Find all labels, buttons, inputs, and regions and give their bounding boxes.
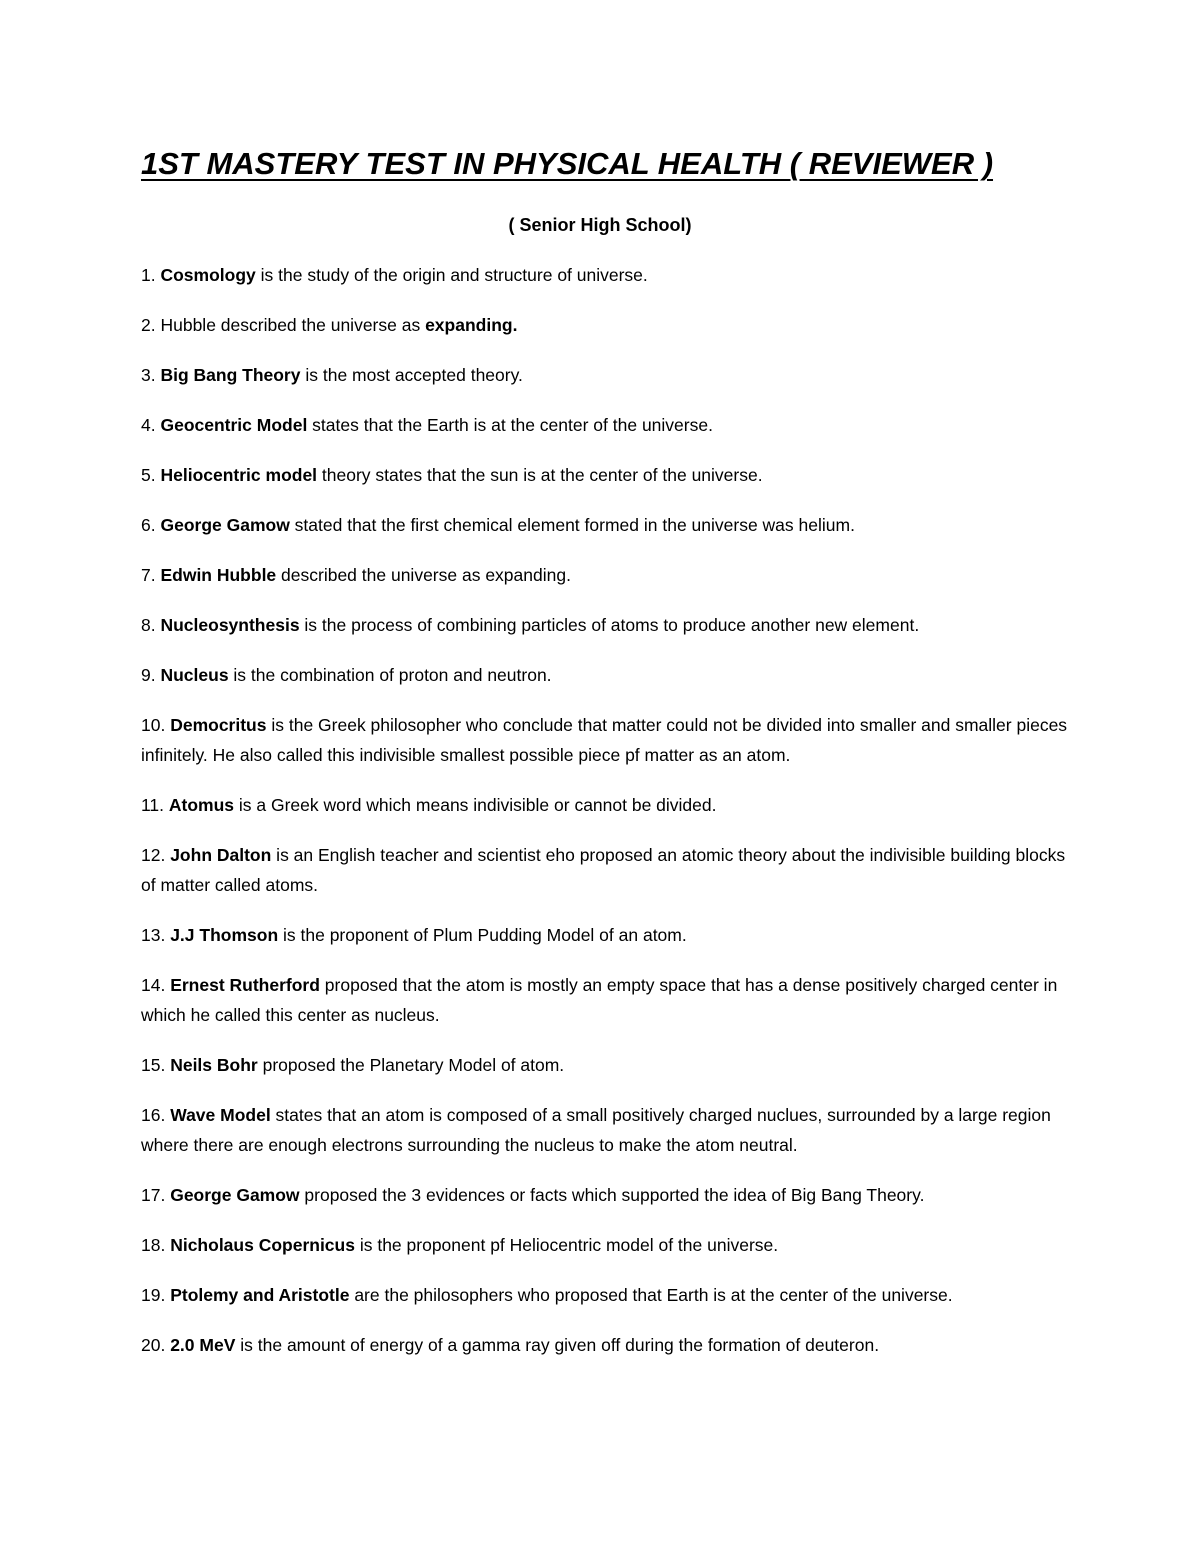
item-number: 2. xyxy=(141,315,161,335)
reviewer-list xyxy=(141,260,1071,1380)
item-text: are the philosophers who proposed that Earth is at the center of the universe. xyxy=(349,1285,953,1305)
item-text: is the proponent pf Heliocentric model of the universe. xyxy=(354,1235,779,1255)
item-text: is a Greek word which means indivisible or cannot be divided. xyxy=(234,795,717,815)
item-number: 9. xyxy=(141,665,161,685)
item-text: is the study of the origin and structure of universe. xyxy=(255,265,648,285)
list-item xyxy=(141,970,1071,1030)
item-text: proposed the 3 evidences or facts which supported the idea of Big Bang Theory. xyxy=(299,1185,925,1205)
item-number: 13. xyxy=(141,925,171,945)
list-item xyxy=(141,840,1071,900)
document-subtitle: ( Senior High School) xyxy=(508,215,692,235)
item-text: is the amount of energy of a gamma ray given off during the formation of deuteron. xyxy=(235,1335,880,1355)
item-term: Nucleus xyxy=(160,665,229,685)
item-text: theory states that the sun is at the center of the universe. xyxy=(317,465,763,485)
list-item xyxy=(141,1230,1071,1260)
item-term: Cosmology xyxy=(160,265,256,285)
list-item xyxy=(141,510,1071,540)
list-item xyxy=(141,1280,1071,1310)
list-item xyxy=(141,790,1071,820)
list-item xyxy=(141,1100,1071,1160)
item-text: is the combination of proton and neutron. xyxy=(228,665,552,685)
item-term: George Gamow xyxy=(170,1185,300,1205)
item-number: 16. xyxy=(141,1105,171,1125)
item-term: Neils Bohr xyxy=(170,1055,258,1075)
item-text: is the Greek philosopher who conclude that matter could not be divided into smaller and smaller pieces infinitely. He also called this indivisible smallest possible piece pf matter as an atom. xyxy=(141,715,1068,765)
item-term: Edwin Hubble xyxy=(160,565,277,585)
item-text: proposed the Planetary Model of atom. xyxy=(257,1055,565,1075)
item-term: Geocentric Model xyxy=(160,415,308,435)
item-number: 15. xyxy=(141,1055,171,1075)
list-item xyxy=(141,310,1071,340)
list-item xyxy=(141,920,1071,950)
item-number: 20. xyxy=(141,1335,171,1355)
list-item xyxy=(141,360,1071,390)
item-term: Nicholaus Copernicus xyxy=(170,1235,355,1255)
item-number: 8. xyxy=(141,615,161,635)
list-item xyxy=(141,1180,1071,1210)
item-term: Democritus xyxy=(170,715,267,735)
list-item xyxy=(141,610,1071,640)
item-term: John Dalton xyxy=(170,845,272,865)
list-item xyxy=(141,1330,1071,1360)
list-item xyxy=(141,660,1071,690)
list-item xyxy=(141,460,1071,490)
item-text: proposed that the atom is mostly an empty space that has a dense positively charged center in which he called this center as nucleus. xyxy=(141,975,1058,1025)
item-term: Nucleosynthesis xyxy=(160,615,300,635)
item-text: states that an atom is composed of a small positively charged nuclues, surrounded by a large region where there are enough electrons surrounding the nucleus to make the atom neutral. xyxy=(141,1105,1051,1155)
item-term: George Gamow xyxy=(160,515,290,535)
item-number: 3. xyxy=(141,365,161,385)
item-text: states that the Earth is at the center of the universe. xyxy=(307,415,713,435)
item-term: J.J Thomson xyxy=(170,925,279,945)
list-item xyxy=(141,1050,1071,1080)
item-number: 17. xyxy=(141,1185,171,1205)
item-number: 12. xyxy=(141,845,171,865)
item-emphasis: expanding. xyxy=(425,315,518,335)
item-term: Big Bang Theory xyxy=(160,365,301,385)
item-text: described the universe as expanding. xyxy=(276,565,571,585)
item-term: Wave Model xyxy=(170,1105,271,1125)
item-term: Heliocentric model xyxy=(160,465,318,485)
item-number: 18. xyxy=(141,1235,171,1255)
item-text: Hubble described the universe as xyxy=(160,315,426,335)
item-number: 1. xyxy=(141,265,161,285)
item-term: 2.0 MeV xyxy=(170,1335,236,1355)
item-text: is an English teacher and scientist eho proposed an atomic theory about the indivisible building blocks of matter called atoms. xyxy=(141,845,1066,895)
item-number: 14. xyxy=(141,975,171,995)
item-number: 4. xyxy=(141,415,161,435)
item-number: 7. xyxy=(141,565,161,585)
list-item xyxy=(141,260,1071,290)
item-term: Atomus xyxy=(168,795,235,815)
item-text: is the process of combining particles of atoms to produce another new element. xyxy=(299,615,920,635)
item-text: is the proponent of Plum Pudding Model of an atom. xyxy=(278,925,687,945)
item-number: 11. xyxy=(141,795,169,815)
item-text: is the most accepted theory. xyxy=(300,365,523,385)
item-number: 19. xyxy=(141,1285,171,1305)
item-number: 5. xyxy=(141,465,161,485)
item-term: Ernest Rutherford xyxy=(170,975,320,995)
document-title: 1ST MASTERY TEST IN PHYSICAL HEALTH ( REVIEWER ) xyxy=(141,146,994,181)
list-item xyxy=(141,410,1071,440)
item-term: Ptolemy and Aristotle xyxy=(170,1285,350,1305)
item-number: 6. xyxy=(141,515,161,535)
list-item xyxy=(141,560,1071,590)
item-text: stated that the first chemical element formed in the universe was helium. xyxy=(289,515,855,535)
item-number: 10. xyxy=(141,715,171,735)
list-item xyxy=(141,710,1071,770)
